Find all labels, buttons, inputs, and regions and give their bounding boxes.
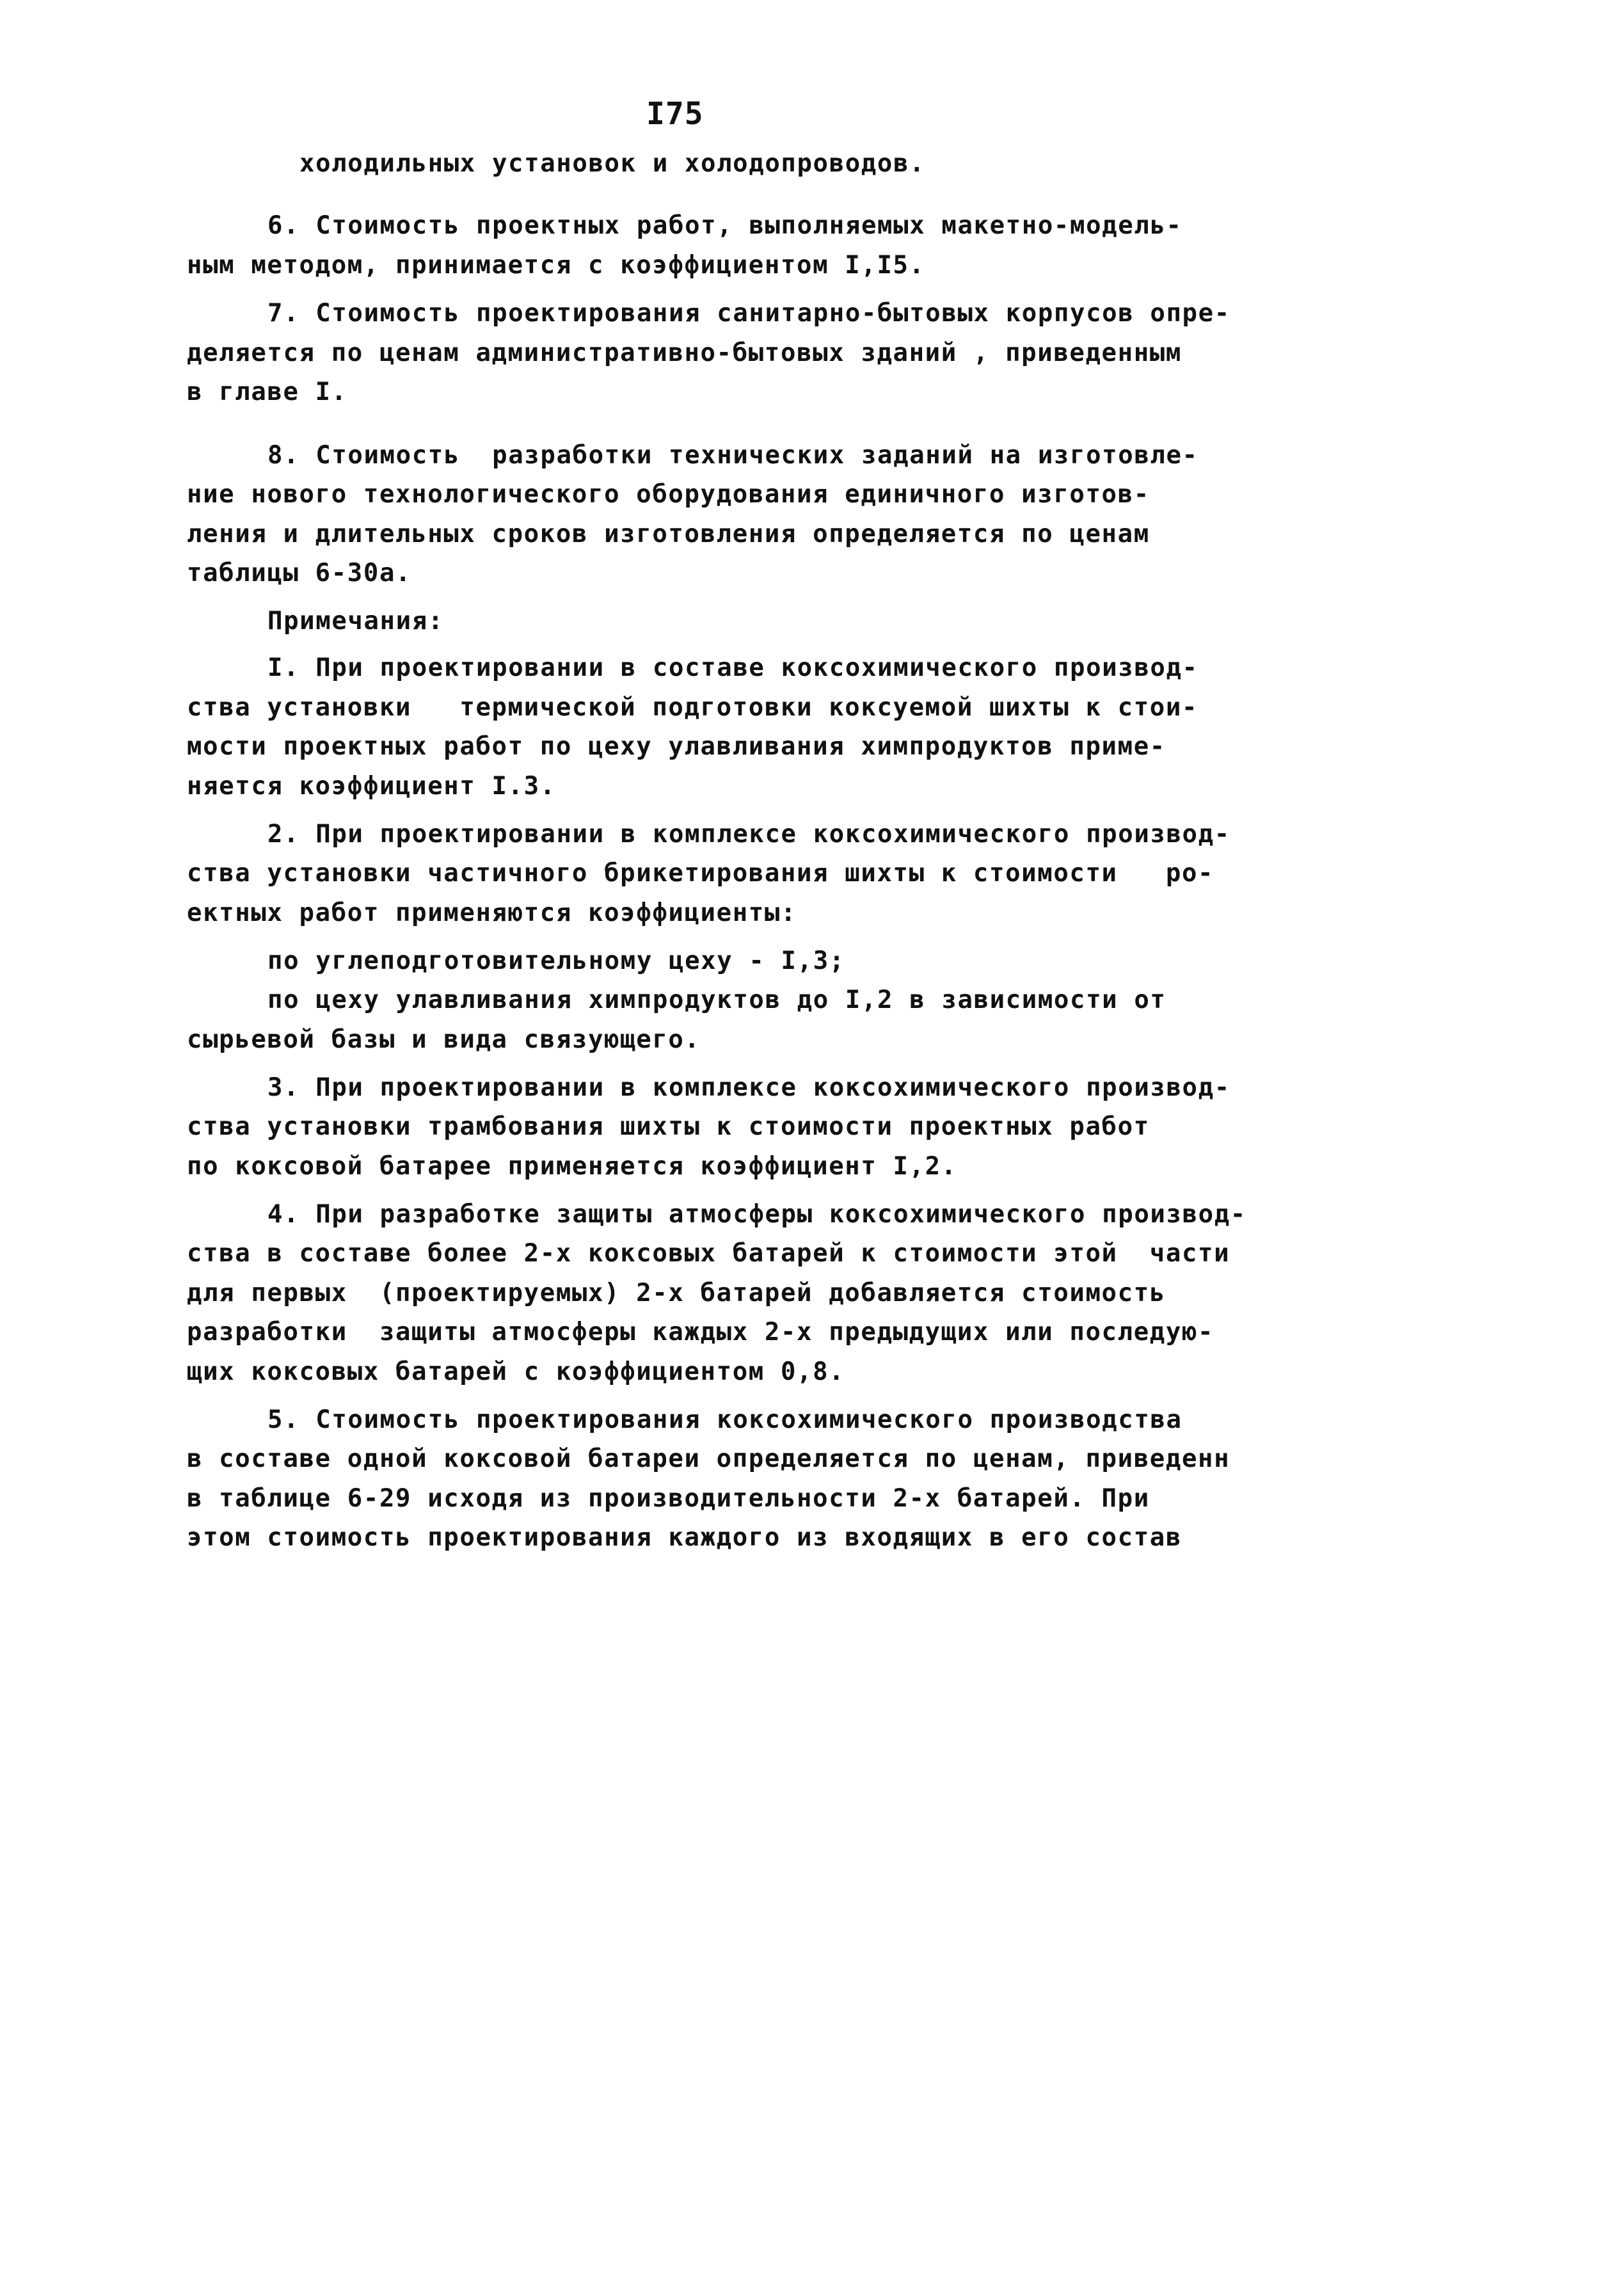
text-line: ства установки термической подготовки коксуемой шихты к стои- — [187, 693, 1198, 722]
text-line: 5. Стоимость проектирования коксохимического производства — [267, 1405, 1182, 1434]
text-line: ства в составе более 2-х коксовых батарей к стоимости этой части — [187, 1239, 1230, 1268]
text-line: ления и длительных сроков изготовления определяется по ценам — [187, 520, 1150, 548]
text-line: ние нового технологического оборудования единичного изготов- — [187, 480, 1150, 509]
text-line: для первых (проектируемых) 2-х батарей добавляется стоимость — [187, 1279, 1166, 1307]
text-line: ектных работ применяются коэффициенты: — [187, 899, 797, 927]
text-line: сырьевой базы и вида связующего. — [187, 1025, 701, 1054]
text-line: в таблице 6-29 исходя из производительности 2-х батарей. При — [187, 1484, 1150, 1513]
page-number: I75 — [646, 96, 704, 132]
text-line: в главе I. — [187, 378, 347, 406]
text-line: 8. Стоимость разработки технических заданий на изготовле- — [267, 441, 1198, 470]
text-line: 2. При проектировании в комплексе коксохимического производ- — [267, 820, 1230, 849]
text-line: этом стоимость проектирования каждого из входящих в его состав — [187, 1523, 1182, 1552]
text-line: 3. При проектировании в комплексе коксохимического производ- — [267, 1073, 1230, 1102]
text-line: холодильных установок и холодопроводов. — [299, 149, 926, 178]
text-line: ным методом, принимается с коэффициентом I,I5. — [187, 251, 925, 280]
text-line: разработки защиты атмосферы каждых 2-х предыдущих или последую- — [187, 1318, 1214, 1347]
text-line: щих коксовых батарей с коэффициентом 0,8. — [187, 1357, 845, 1386]
text-line: в составе одной коксовой батареи определяется по ценам, приведенн — [187, 1444, 1230, 1473]
text-line: I. При проектировании в составе коксохимического производ- — [267, 653, 1198, 682]
text-line: 7. Стоимость проектирования санитарно-бытовых корпусов опре- — [267, 299, 1230, 328]
text-line: по цеху улавливания химпродуктов до I,2 в зависимости от — [267, 986, 1166, 1014]
text-line: ства установки частичного брикетирования шихты к стоимости ро- — [187, 859, 1214, 888]
text-line: Примечания: — [267, 607, 444, 635]
text-line: по коксовой батарее применяется коэффициент I,2. — [187, 1152, 957, 1181]
text-line: мости проектных работ по цеху улавливания химпродуктов приме- — [187, 732, 1166, 761]
text-line: ства установки трамбования шихты к стоимости проектных работ — [187, 1112, 1150, 1141]
text-line: деляется по ценам административно-бытовых зданий , приведенным — [187, 339, 1182, 367]
text-line: таблицы 6-30а. — [187, 559, 412, 587]
text-line: 4. При разработке защиты атмосферы коксохимического производ- — [267, 1200, 1246, 1229]
text-line: няется коэффициент I.3. — [187, 772, 556, 801]
text-line: 6. Стоимость проектных работ, выполняемых макетно-модель- — [267, 211, 1182, 240]
text-line: по углеподготовительному цеху - I,3; — [267, 947, 845, 975]
